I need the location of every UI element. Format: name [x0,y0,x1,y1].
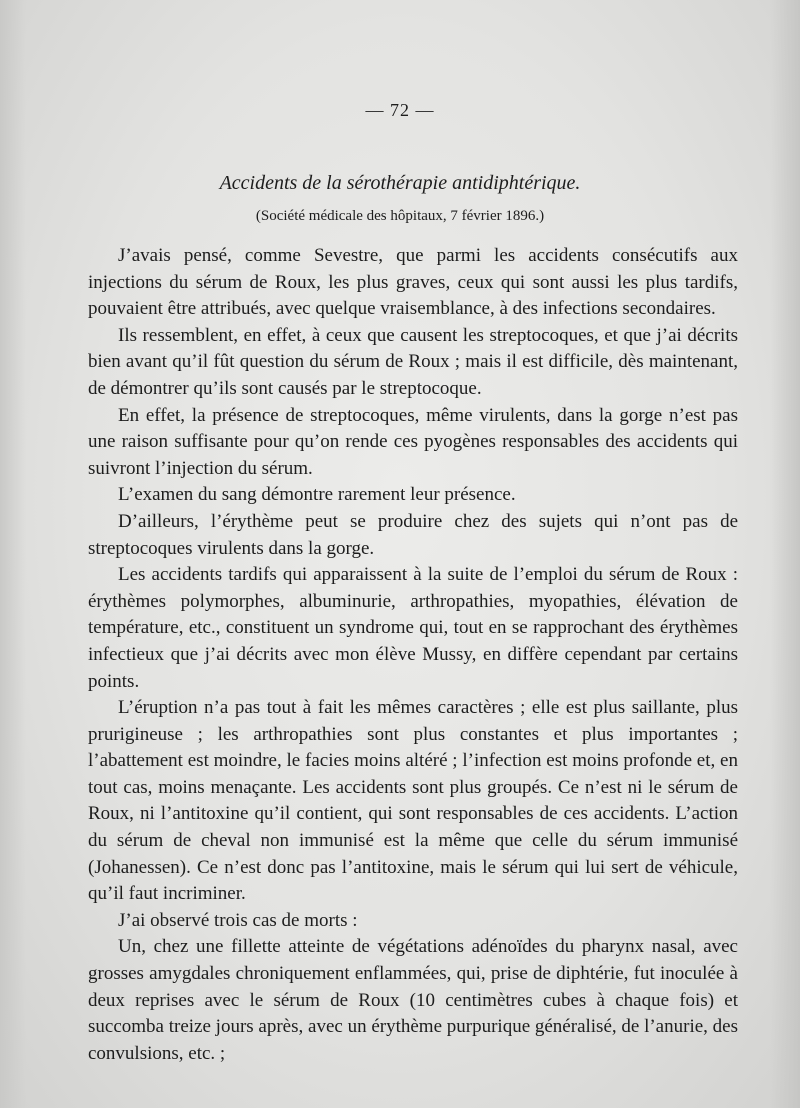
page-shadow-left [0,0,26,1108]
paragraph: Ils ressemblent, en effet, à ceux que causent les streptocoques, et que j’ai décrits bien avant qu’il fût question du sérum de Roux ; mais il est difficile, dès maintenant, de démontrer qu’ils sont causés par le streptocoque. [88,324,738,399]
paragraph: L’examen du sang démontre rarement leur présence. [118,484,516,506]
paragraph: D’ailleurs, l’érythème peut se produire chez des sujets qui n’ont pas de streptocoques virulents dans la gorge. [88,510,738,559]
paragraph: J’ai observé trois cas de morts : [118,909,358,931]
page-shadow-right [770,0,800,1108]
paragraph: L’éruption n’a pas tout à fait les mêmes caractères ; elle est plus saillante, plus prurigineuse ; les arthropathies sont plus constantes et plus importantes ; l’abattement est moindre, le facies moins altéré ; l’infection est moins profonde et, en tout cas, moins menaçante. Les accidents sont plus groupés. Ce n’est ni le sérum de Roux, ni l’antitoxine qu’il contient, qui sont responsables de ces accidents. L’action du sérum de cheval non immunisé est la même que celle du sérum immunisé (Johanessen). Ce n’est donc pas l’antitoxine, mais le sérum qui lui sert de véhicule, qu’il faut incriminer. [88,697,738,905]
paragraph: J’avais pensé, comme Sevestre, que parmi les accidents consécutifs aux injections du sérum de Roux, les plus graves, ceux qui sont aussi les plus tardifs, pouvaient être attribués, avec quelque vraisemblance, à des infections secondaires. [88,245,738,320]
article-body [88,243,738,1067]
page-number: — 72 — [365,100,435,120]
paragraph: En effet, la présence de streptocoques, même virulents, dans la gorge n’est pas une raison suffisante pour qu’on rende ces pyogènes responsables des accidents qui suivront l’injection du sérum. [88,404,738,479]
paragraph: Les accidents tardifs qui apparaissent à la suite de l’emploi du sérum de Roux : érythèmes polymorphes, albuminurie, arthropathies, myopathies, élévation de température, etc., constituent un syndrome qui, tout en se rapprochant des érythèmes infectieux que j’ai décrits avec mon élève Mussy, en diffère cependant par certains points. [88,564,738,692]
article-title: Accidents de la sérothérapie antidiphtérique. [219,172,581,194]
article-subtitle: (Société médicale des hôpitaux, 7 février 1896.) [255,208,545,224]
paragraph: Un, chez une fillette atteinte de végétations adénoïdes du pharynx nasal, avec grosses amygdales chroniquement enflammées, qui, prise de diphtérie, fut inoculée à deux reprises avec le sérum de Roux (10 centimètres cubes à chaque fois) et succomba treize jours après, avec un érythème purpurique généralisé, de l’anurie, des convulsions, etc. ; [88,936,738,1064]
